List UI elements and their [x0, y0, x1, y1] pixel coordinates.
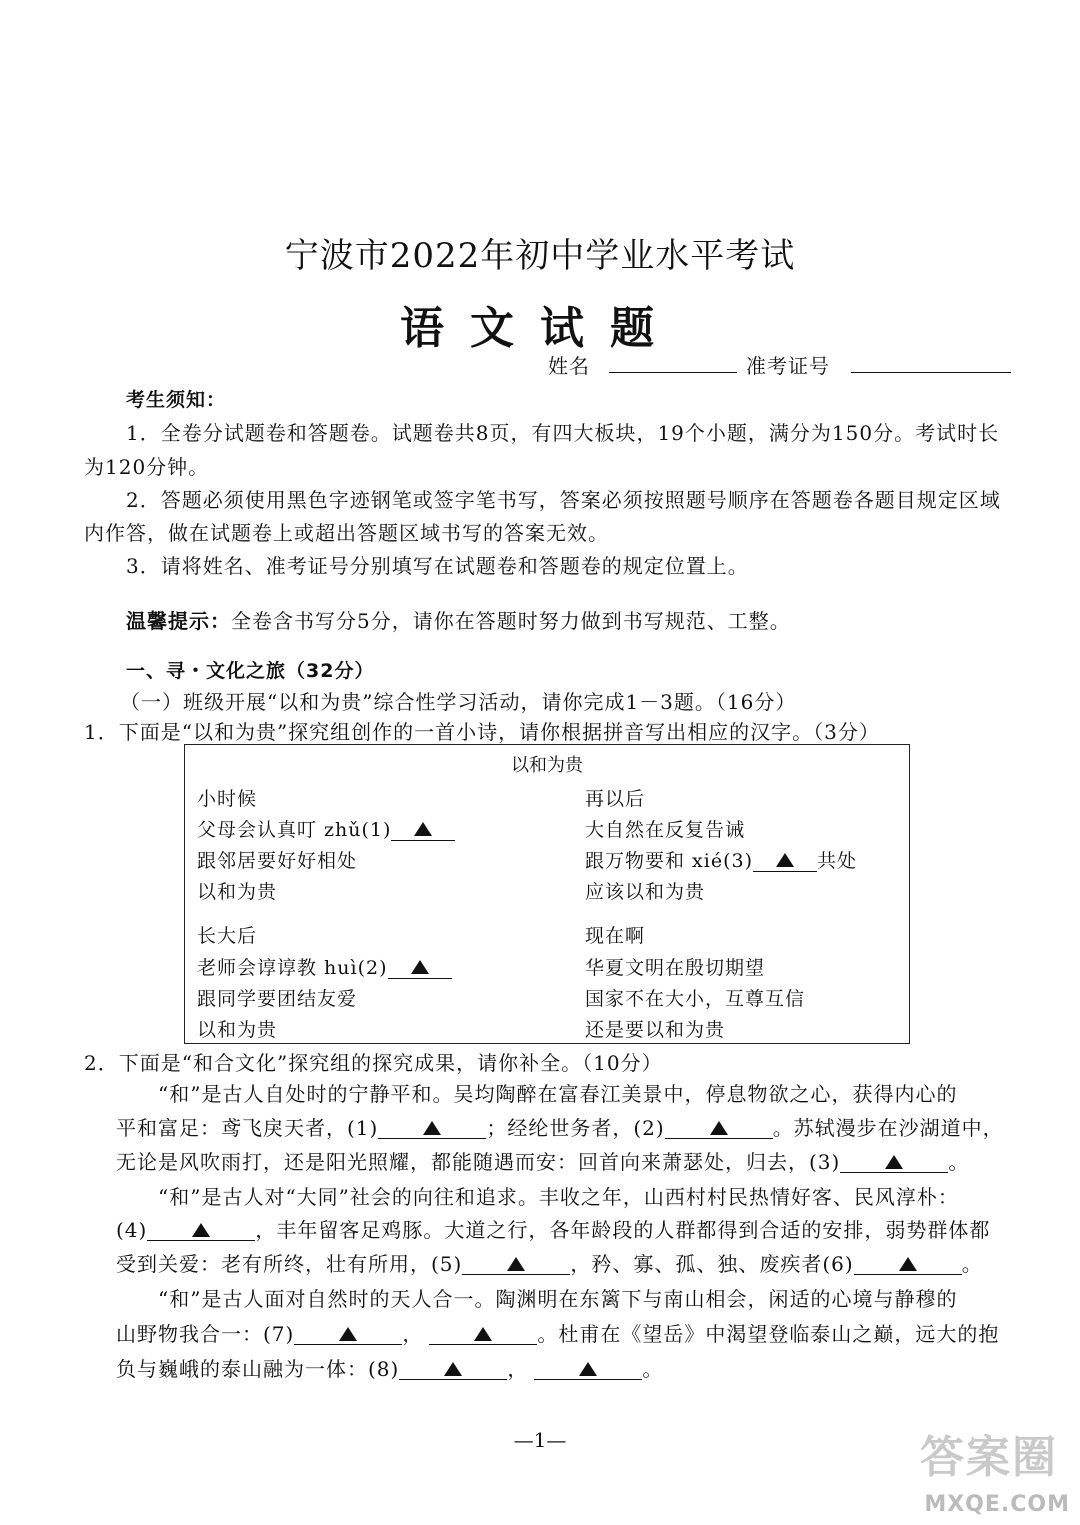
- watermark-url: MXQE.COM: [924, 1492, 1070, 1517]
- name-field[interactable]: [548, 350, 737, 379]
- answer-blank-q2-3[interactable]: [840, 1150, 948, 1173]
- poem-line: 国家不在大小，互尊互信: [585, 988, 806, 1010]
- tip-label: 温馨提示：: [126, 609, 231, 633]
- notice-item-1a: 1．全卷分试题卷和答题卷。试题卷共8页，有四大板块，19个小题，满分为150分。考试时长: [126, 421, 1000, 445]
- poem-line: 跟邻居要好好相处: [197, 850, 358, 872]
- poem-line: 再以后: [585, 788, 646, 810]
- watermark-logo: 答案圈: [920, 1432, 1058, 1483]
- triangle-icon: [474, 1327, 492, 1341]
- poem-line: 应该以和为贵: [585, 881, 706, 903]
- q2-p3-line2: 山野物我合一：(7) ， 。杜甫在《望岳》中渴望登临泰山之巅，远大的抱: [116, 1322, 1000, 1346]
- notice-item-2b: 内作答，做在试题卷上或超出答题区域书写的答案无效。: [84, 521, 609, 545]
- q2-stem: 2．下面是“和合文化”探究组的探究成果，请你补全。（10分）: [84, 1051, 663, 1075]
- answer-blank-1[interactable]: [391, 819, 455, 841]
- subsection-heading: （一）班级开展“以和为贵”综合性学习活动，请你完成1－3题。（16分）: [120, 690, 797, 714]
- id-label: 准考证号: [746, 354, 830, 378]
- answer-blank-q2-1[interactable]: [378, 1116, 486, 1139]
- page-number: —1—: [513, 1428, 567, 1452]
- notice-item-3: 3．请将姓名、准考证号分别填写在试题卷和答题卷的规定位置上。: [126, 554, 749, 578]
- poem-line-blank-2: 老师会谆谆教 huì(2): [197, 953, 452, 980]
- notice-heading: 考生须知：: [126, 389, 227, 411]
- poem-line: 还是要以和为贵: [585, 1019, 726, 1041]
- triangle-icon: [411, 960, 429, 974]
- tip-text: 全卷含书写分5分，请你在答题时努力做到书写规范、工整。: [231, 609, 791, 633]
- answer-blank-q2-8b[interactable]: [534, 1357, 642, 1380]
- subject-title: 语文试题: [400, 303, 680, 354]
- answer-blank-3[interactable]: [753, 850, 817, 872]
- answer-blank-q2-8a[interactable]: [399, 1357, 507, 1380]
- poem-line: 小时候: [197, 788, 258, 810]
- notice-item-1b: 为120分钟。: [84, 455, 210, 479]
- poem-title: 以和为贵: [511, 755, 583, 776]
- poem-line: 长大后: [197, 925, 258, 947]
- triangle-icon: [776, 853, 794, 867]
- triangle-icon: [507, 1257, 525, 1271]
- answer-blank-q2-5[interactable]: [462, 1252, 570, 1275]
- q2-p2-line1: “和”是古人对“大同”社会的向往和追求。丰收之年，山西村村民热情好客、民风淳朴：: [158, 1185, 959, 1209]
- answer-blank-q2-7a[interactable]: [294, 1322, 402, 1345]
- q2-p1-line1: “和”是古人自处时的宁静平和。吴均陶醉在富春江美景中，停息物欲之心，获得内心的: [158, 1082, 958, 1106]
- answer-blank-q2-4[interactable]: [147, 1218, 255, 1241]
- notice-item-2a: 2．答题必须使用黑色字迹钢笔或签字笔书写，答案必须按照题号顺序在答题卷各题目规定区域: [126, 488, 1001, 512]
- triangle-icon: [710, 1121, 728, 1135]
- q1-stem: 1．下面是“以和为贵”探究组创作的一首小诗，请你根据拼音写出相应的汉字。（3分）: [84, 720, 880, 744]
- q2-p1-line2: 平和富足：鸢飞戾天者，(1) ；经纶世务者，(2) 。苏轼漫步在沙湖道中，: [116, 1116, 1004, 1140]
- name-label: 姓名: [548, 354, 590, 378]
- poem-line: 以和为贵: [197, 1019, 278, 1041]
- answer-blank-2[interactable]: [388, 957, 452, 979]
- poem-line-blank-1: 父母会认真叮 zhǔ(1): [197, 815, 455, 842]
- triangle-icon: [899, 1257, 917, 1271]
- section-heading: 一、寻・文化之旅（32分）: [126, 660, 375, 682]
- name-blank[interactable]: [609, 354, 737, 373]
- exam-title: 宁波市2022年初中学业水平考试: [284, 236, 796, 276]
- tip: [126, 605, 791, 634]
- poem-line-blank-3: 跟万物要和 xié(3) 共处: [585, 850, 858, 872]
- poem-line: 跟同学要团结友爱: [197, 988, 358, 1010]
- answer-blank-q2-2[interactable]: [665, 1116, 773, 1139]
- triangle-icon: [192, 1223, 210, 1237]
- poem-line: 大自然在反复告诫: [585, 819, 746, 841]
- q2-p1-line3: 无论是风吹雨打，还是阳光照耀，都能随遇而安：回首向来萧瑟处，归去，(3) 。: [116, 1150, 970, 1174]
- answer-blank-q2-6[interactable]: [854, 1252, 962, 1275]
- triangle-icon: [444, 1362, 462, 1376]
- q2-p2-line3: 受到关爱：老有所终，壮有所用，(5) ，矜、寡、孤、独、废疾者(6) 。: [116, 1252, 983, 1276]
- q2-p3-line3: 负与巍峨的泰山融为一体：(8) ， 。: [116, 1357, 664, 1381]
- poem-line: 现在啊: [585, 925, 646, 947]
- answer-blank-q2-7b[interactable]: [429, 1322, 537, 1345]
- triangle-icon: [885, 1155, 903, 1169]
- poem-line: 华夏文明在殷切期望: [585, 957, 766, 979]
- q2-p2-line2: (4) ，丰年留客足鸡豚。大道之行，各年龄段的人群都得到合适的安排，弱势群体都: [116, 1218, 991, 1242]
- triangle-icon: [339, 1327, 357, 1341]
- triangle-icon: [414, 822, 432, 836]
- id-blank[interactable]: [851, 354, 1011, 373]
- q2-p3-line1: “和”是古人面对自然时的天人合一。陶渊明在东篱下与南山相会，闲适的心境与静穆的: [158, 1287, 958, 1311]
- triangle-icon: [423, 1121, 441, 1135]
- id-field[interactable]: [746, 350, 1011, 379]
- poem-line: 以和为贵: [197, 881, 278, 903]
- triangle-icon: [579, 1362, 597, 1376]
